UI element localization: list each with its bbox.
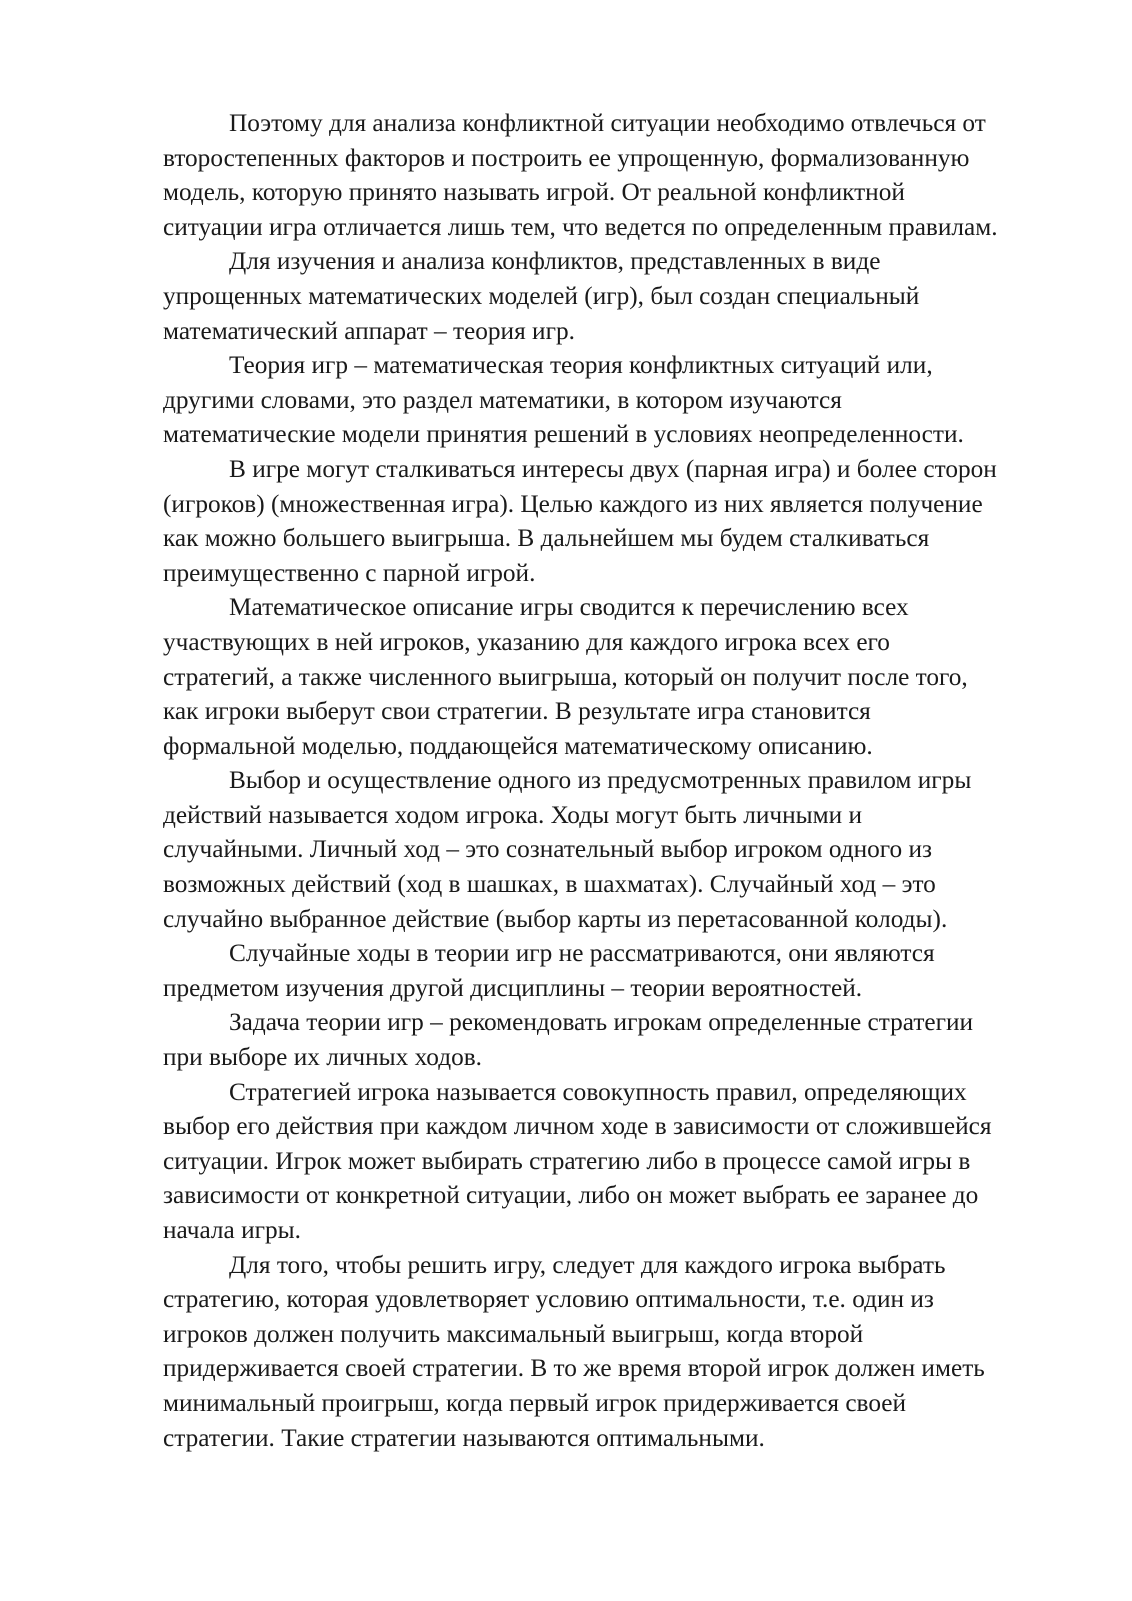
paragraph bbox=[163, 936, 1045, 1005]
text-line: стратегий, а также численного выигрыша, который он получит после того, bbox=[163, 662, 968, 691]
text-line: другими словами, это раздел математики, в котором изучаются bbox=[163, 385, 842, 414]
document-body bbox=[163, 106, 1045, 1455]
text-line: придерживается своей стратегии. В то же время второй игрок должен иметь bbox=[163, 1354, 985, 1383]
paragraph bbox=[163, 590, 1045, 763]
text-line: выбор его действия при каждом личном ходе в зависимости от сложившейся bbox=[163, 1112, 992, 1141]
text-line: преимущественно с парной игрой. bbox=[163, 558, 536, 587]
text-line: минимальный проигрыш, когда первый игрок придерживается своей bbox=[163, 1388, 907, 1417]
text-line: Стратегией игрока называется совокупность правил, определяющих bbox=[229, 1077, 967, 1106]
text-line: Случайные ходы в теории игр не рассматриваются, они являются bbox=[229, 939, 935, 968]
text-line: ситуации игра отличается лишь тем, что ведется по определенным правилам. bbox=[163, 212, 998, 241]
text-line: предметом изучения другой дисциплины – теории вероятностей. bbox=[163, 973, 863, 1002]
text-line: математические модели принятия решений в условиях неопределенности. bbox=[163, 420, 964, 449]
paragraph bbox=[163, 1248, 1045, 1456]
text-line: стратегию, которая удовлетворяет условию оптимальности, т.е. один из bbox=[163, 1285, 934, 1314]
text-line: Математическое описание игры сводится к перечислению всех bbox=[229, 593, 909, 622]
paragraph bbox=[163, 348, 1045, 452]
text-line: ситуации. Игрок может выбирать стратегию либо в процессе самой игры в bbox=[163, 1146, 971, 1175]
text-line: формальной моделью, поддающейся математическому описанию. bbox=[163, 731, 873, 760]
text-line: стратегии. Такие стратегии называются оптимальными. bbox=[163, 1423, 765, 1452]
text-line: возможных действий (ход в шашках, в шахматах). Случайный ход – это bbox=[163, 870, 936, 899]
paragraph bbox=[163, 244, 1045, 348]
text-line: игроков должен получить максимальный выигрыш, когда второй bbox=[163, 1319, 864, 1348]
text-line: модель, которую принято называть игрой. От реальной конфликтной bbox=[163, 178, 905, 207]
paragraph bbox=[163, 1005, 1045, 1074]
text-line: упрощенных математических моделей (игр), был создан специальный bbox=[163, 281, 920, 310]
text-line: Теория игр – математическая теория конфликтных ситуаций или, bbox=[229, 351, 933, 380]
paragraph bbox=[163, 452, 1045, 590]
text-line: второстепенных факторов и построить ее упрощенную, формализованную bbox=[163, 143, 970, 172]
text-line: при выборе их личных ходов. bbox=[163, 1043, 483, 1072]
text-line: как игроки выберут свои стратегии. В результате игра становится bbox=[163, 697, 871, 726]
text-line: Поэтому для анализа конфликтной ситуации необходимо отвлечься от bbox=[229, 109, 986, 137]
text-line: участвующих в ней игроков, указанию для каждого игрока всех его bbox=[163, 627, 890, 656]
text-line: (игроков) (множественная игра). Целью каждого из них является получение bbox=[163, 489, 983, 518]
text-line: математический аппарат – теория игр. bbox=[163, 316, 575, 345]
text-line: действий называется ходом игрока. Ходы могут быть личными и bbox=[163, 800, 863, 829]
text-line: начала игры. bbox=[163, 1216, 301, 1244]
text-line: случайными. Личный ход – это сознательный выбор игроком одного из bbox=[163, 835, 933, 864]
text-line: В игре могут сталкиваться интересы двух (парная игра) и более сторон bbox=[229, 454, 997, 483]
paragraph bbox=[163, 763, 1045, 936]
text-line: Для того, чтобы решить игру, следует для каждого игрока выбрать bbox=[229, 1250, 946, 1279]
text-line: Для изучения и анализа конфликтов, представленных в виде bbox=[229, 247, 881, 276]
text-line: как можно большего выигрыша. В дальнейшем мы будем сталкиваться bbox=[163, 524, 930, 553]
text-line: зависимости от конкретной ситуации, либо он может выбрать ее заранее до bbox=[163, 1181, 979, 1210]
paragraph bbox=[163, 106, 1045, 244]
text-line: случайно выбранное действие (выбор карты из перетасованной колоды). bbox=[163, 904, 948, 933]
text-line: Выбор и осуществление одного из предусмотренных правилом игры bbox=[229, 766, 972, 795]
text-line: Задача теории игр – рекомендовать игрокам определенные стратегии bbox=[229, 1008, 974, 1037]
paragraph bbox=[163, 1075, 1045, 1248]
